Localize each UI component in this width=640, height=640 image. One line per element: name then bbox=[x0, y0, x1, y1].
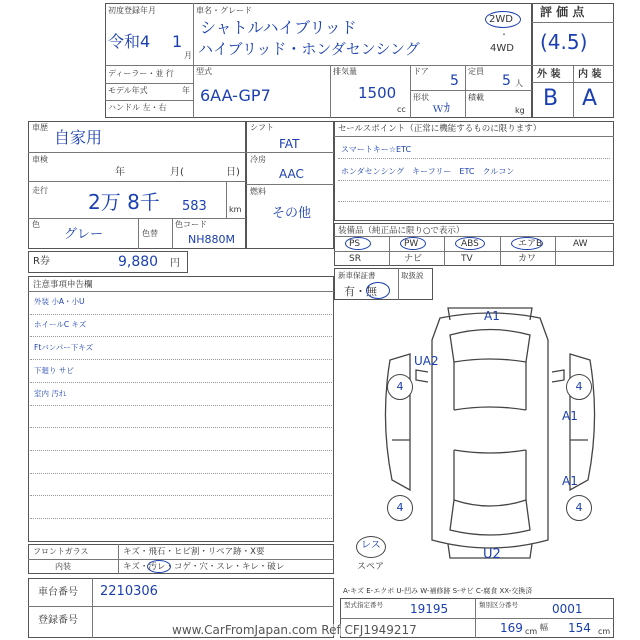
mileage-unit: km bbox=[229, 205, 242, 214]
mileage-label: 走行 bbox=[32, 186, 48, 195]
notes-label: 注意事項申告欄 bbox=[33, 280, 93, 290]
fuel-label: 燃料 bbox=[250, 187, 266, 196]
tire-front-left: 4 bbox=[387, 374, 413, 400]
divider bbox=[172, 218, 173, 249]
tire-rear-right: 4 bbox=[566, 495, 592, 521]
divider bbox=[105, 83, 193, 84]
car-diagram bbox=[370, 300, 610, 570]
divider bbox=[444, 236, 445, 266]
car-name-line2: ハイブリッド・ホンダセンシング bbox=[198, 40, 420, 58]
equipment-item: AW bbox=[573, 239, 588, 249]
divider bbox=[410, 65, 411, 118]
damage-right-side-2: A1 bbox=[562, 474, 578, 488]
divider bbox=[28, 606, 334, 607]
dotted-line bbox=[338, 201, 610, 202]
equipment-item: PS bbox=[349, 239, 361, 249]
notes-line: 下廻り サビ bbox=[34, 366, 74, 375]
notes-ruled-line bbox=[30, 473, 332, 474]
equipment-circle-airbag bbox=[511, 237, 543, 250]
ac-label: 冷房 bbox=[250, 155, 266, 164]
tire-front-right: 4 bbox=[566, 374, 592, 400]
type-cat-value: 19195 bbox=[410, 602, 449, 616]
notes-line: 外装 小A・小U bbox=[34, 297, 85, 306]
recycle-block bbox=[28, 251, 188, 273]
divider bbox=[246, 184, 334, 185]
notes-line: Ftバンパー下キズ bbox=[34, 343, 94, 352]
interior-grade: A bbox=[582, 86, 598, 111]
divider bbox=[330, 65, 331, 118]
equipment-item: エアB bbox=[518, 239, 543, 249]
notes-ruled-line bbox=[30, 382, 332, 383]
equipment-label: 装備品（純正品に限り○で表示） bbox=[338, 226, 465, 236]
type-value: 6AA-GP7 bbox=[200, 86, 271, 105]
ledger-value: 2210306 bbox=[100, 584, 158, 599]
equipment-item: PW bbox=[404, 239, 419, 249]
notes-ruled-line bbox=[30, 359, 332, 360]
warranty-label: 新車保証書 bbox=[338, 271, 376, 280]
divider bbox=[555, 236, 556, 266]
divider bbox=[410, 90, 532, 91]
notes-ruled-line bbox=[30, 427, 332, 428]
equipment-circle-pw bbox=[400, 237, 426, 250]
usage-label: 車歴 bbox=[32, 123, 48, 132]
divider bbox=[340, 618, 614, 619]
model-year-unit: 年 bbox=[182, 86, 190, 95]
divider bbox=[92, 578, 93, 638]
reg-month-unit: 月 bbox=[184, 51, 192, 60]
damage-rear: U2 bbox=[483, 547, 501, 562]
spare-label: スペア bbox=[357, 562, 385, 572]
equipment-item: SR bbox=[349, 254, 361, 264]
divider bbox=[28, 152, 246, 153]
color-change-label: 色替 bbox=[142, 229, 158, 238]
divider bbox=[118, 544, 119, 574]
length-value: 169 bbox=[500, 621, 523, 635]
recycle-label: R券 bbox=[33, 256, 50, 267]
doors-value: 5 bbox=[450, 73, 459, 89]
warranty-none-circle bbox=[366, 282, 390, 299]
watermark: www.CarFromJapan.com Ref CFJ1949217 bbox=[172, 623, 417, 637]
color-code-value: NH880M bbox=[188, 233, 235, 246]
front-glass-label: フロントガラス bbox=[33, 547, 89, 556]
reg-month: 1 bbox=[172, 32, 183, 51]
equipment-circle-ps bbox=[345, 237, 371, 250]
recycle-unit: 円 bbox=[170, 258, 180, 269]
drive-2wd: 2WD bbox=[489, 14, 513, 25]
type-cat-label: 型式指定番号 bbox=[344, 601, 383, 609]
equipment-item: TV bbox=[461, 254, 473, 264]
divider bbox=[465, 65, 466, 118]
divider bbox=[138, 218, 139, 249]
width-label: 幅 bbox=[540, 623, 548, 632]
displacement-unit: cc bbox=[397, 105, 406, 114]
interior-options: キズ・汚レ・コゲ・穴・スレ・キレ・破レ bbox=[123, 562, 285, 572]
damage-right-side-1: A1 bbox=[562, 409, 578, 423]
exterior-label: 外 装 bbox=[537, 69, 561, 80]
score-value: (4.5) bbox=[540, 30, 588, 54]
divider bbox=[334, 251, 614, 252]
equipment-circle-abs bbox=[455, 237, 485, 250]
divider bbox=[105, 100, 193, 101]
length-unit: cm bbox=[525, 627, 538, 636]
notes-ruled-line bbox=[30, 450, 332, 451]
notes-line: ホイールC キズ bbox=[34, 320, 87, 329]
shift-label: シフト bbox=[250, 123, 274, 132]
inspection-month-unit: 月( bbox=[170, 167, 184, 178]
tire-rear-left: 4 bbox=[387, 495, 413, 521]
shape-value: ｗｶ bbox=[432, 101, 451, 115]
capacity-value: 5 bbox=[502, 73, 511, 89]
mileage-small: 583 bbox=[182, 199, 207, 214]
class-value: 0001 bbox=[552, 602, 583, 616]
doors-label: ドア bbox=[413, 67, 429, 76]
color-code-label: 色コード bbox=[175, 220, 207, 229]
model-year-label: モデル年式 bbox=[108, 86, 148, 95]
inspection-label: 車検 bbox=[32, 155, 48, 164]
reg-era: 令和4 bbox=[108, 32, 151, 51]
usage-value: 自家用 bbox=[54, 128, 103, 147]
interior-options-label: 内装 bbox=[55, 562, 71, 571]
divider bbox=[105, 65, 532, 66]
exterior-grade: B bbox=[543, 86, 559, 111]
ac-value: AAC bbox=[279, 167, 304, 181]
drive-dot: ・ bbox=[500, 30, 508, 39]
front-glass-options: キズ・飛石・ヒビ割・リペア跡・X要 bbox=[123, 547, 265, 557]
interior-label: 内 装 bbox=[578, 69, 602, 80]
recycle-value: 9,880 bbox=[118, 254, 159, 270]
inspection-year-unit: 年 bbox=[115, 167, 125, 178]
damage-front: A1 bbox=[484, 309, 500, 323]
notes-ruled-line bbox=[30, 336, 332, 337]
warranty-value: 有・無 bbox=[344, 285, 377, 298]
dotted-line bbox=[338, 180, 610, 181]
score-label: 評 価 点 bbox=[540, 5, 585, 19]
car-name-label: 車名・グレード bbox=[196, 6, 252, 15]
color-value: グレー bbox=[64, 227, 104, 242]
damage-legend: A-キズ E-エクボ U-凹み W-補修跡 S-サビ C-腐食 XX-交換済 bbox=[343, 587, 533, 595]
spare-mark: レス bbox=[361, 540, 381, 551]
inspection-day-unit: 日) bbox=[226, 167, 240, 178]
class-label: 類別区分番号 bbox=[479, 601, 518, 609]
shift-value: FAT bbox=[279, 137, 300, 151]
handle-label: ハンドル 左・右 bbox=[108, 103, 167, 112]
width-value: 154 bbox=[568, 621, 591, 635]
divider bbox=[398, 268, 399, 300]
first-reg-label: 初度登録年月 bbox=[108, 6, 156, 15]
sales-line1: スマートキー☆ETC bbox=[341, 145, 412, 154]
notes-ruled-line bbox=[30, 518, 332, 519]
divider bbox=[389, 236, 390, 266]
manual-label: 取扱説 bbox=[401, 271, 424, 280]
notes-ruled-line bbox=[30, 314, 332, 315]
load-unit: kg bbox=[515, 106, 525, 115]
ledger-label: 車台番号 bbox=[38, 587, 78, 598]
displacement-label: 排気量 bbox=[333, 67, 357, 76]
divider bbox=[193, 65, 194, 118]
equipment-item: ナビ bbox=[404, 254, 423, 264]
equipment-item: ABS bbox=[461, 239, 479, 249]
displacement-value: 1500 bbox=[358, 84, 397, 102]
drive-4wd: 4WD bbox=[490, 43, 514, 54]
notes-block bbox=[28, 276, 334, 542]
car-name-line1: シャトルハイブリッド bbox=[200, 18, 357, 37]
sales-label: セールスポイント（正常に機能するものに限ります） bbox=[338, 124, 542, 134]
mileage-value: 2万 8千 bbox=[88, 190, 160, 214]
capacity-label: 定員 bbox=[468, 67, 484, 76]
load-label: 積載 bbox=[468, 93, 484, 102]
divider bbox=[193, 3, 194, 65]
capacity-unit: 人 bbox=[515, 79, 523, 88]
notes-ruled-line bbox=[30, 495, 332, 496]
dealer-label: ディーラー・並 行 bbox=[108, 69, 174, 78]
reg-label: 登録番号 bbox=[38, 615, 78, 626]
divider bbox=[334, 136, 614, 137]
divider bbox=[226, 181, 227, 218]
type-label: 型式 bbox=[196, 67, 212, 76]
shape-label: 形状 bbox=[413, 93, 429, 102]
color-label: 色 bbox=[32, 220, 40, 229]
notes-ruled-line bbox=[30, 405, 332, 406]
divider bbox=[573, 65, 574, 118]
dotted-line bbox=[338, 158, 610, 159]
sales-line2: ホンダセンシング キーフリー ETC クルコン bbox=[341, 167, 515, 176]
damage-left-front: UA2 bbox=[414, 354, 439, 368]
divider bbox=[28, 291, 334, 292]
divider bbox=[475, 598, 476, 638]
interior-dirt-circle bbox=[147, 560, 171, 573]
divider bbox=[28, 181, 246, 182]
height-unit: cm bbox=[598, 627, 611, 636]
divider bbox=[500, 236, 501, 266]
divider bbox=[28, 218, 246, 219]
divider bbox=[532, 22, 614, 23]
fuel-value: その他 bbox=[272, 206, 312, 221]
divider bbox=[28, 559, 334, 560]
divider bbox=[246, 152, 334, 153]
equipment-item: カワ bbox=[518, 254, 537, 264]
notes-line: 室内 汚れ bbox=[34, 389, 67, 398]
